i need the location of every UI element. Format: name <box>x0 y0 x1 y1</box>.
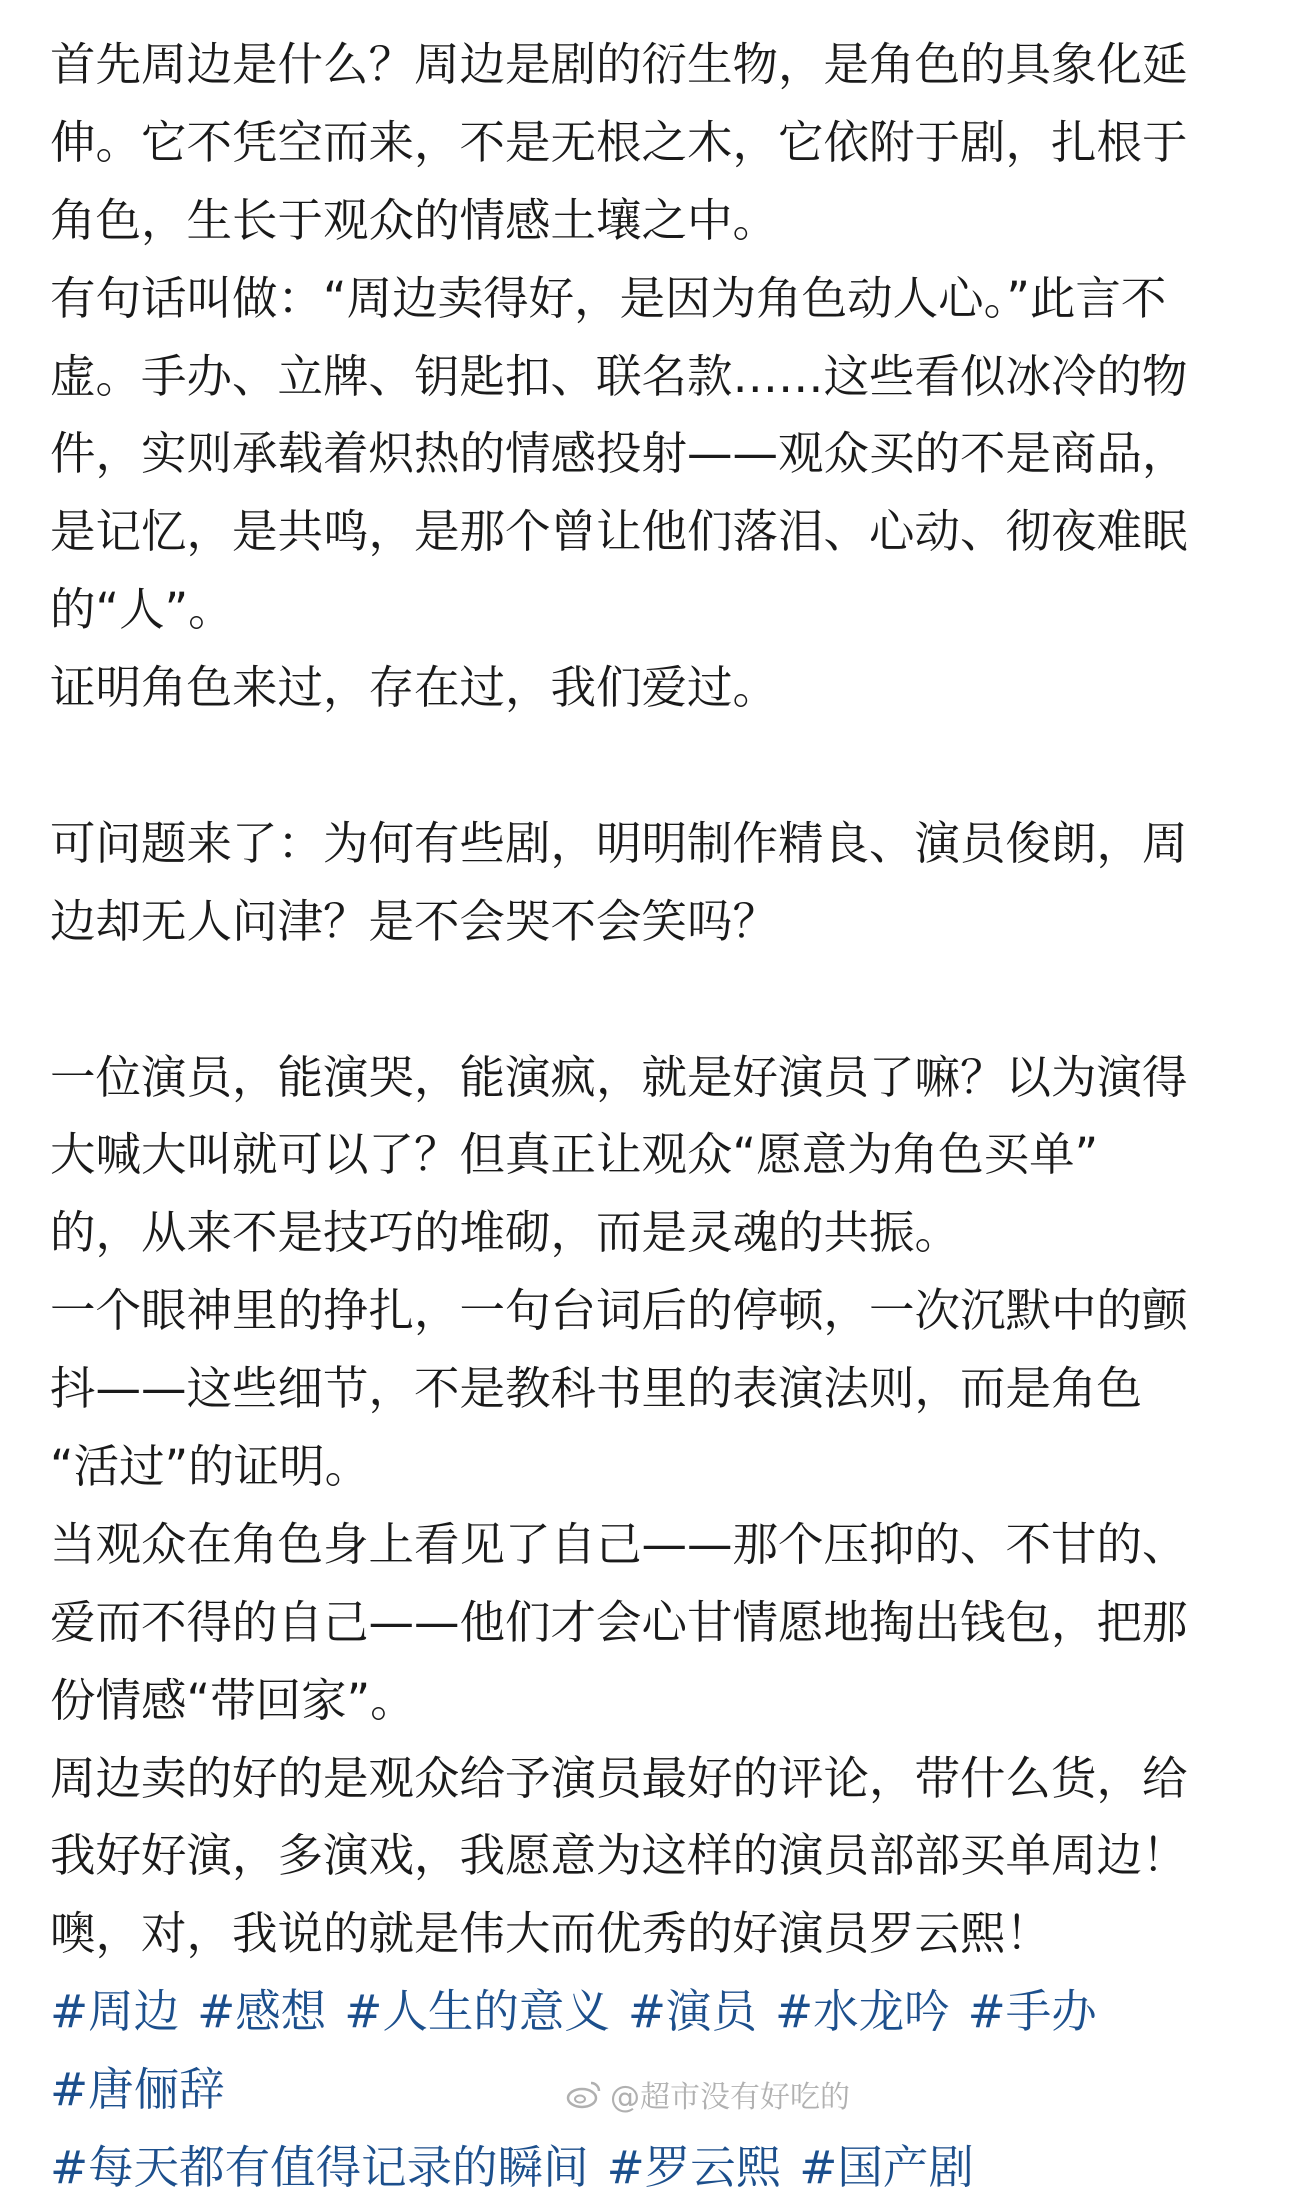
text-line: 的，从来不是技巧的堆砌，而是灵魂的共振。 <box>50 1206 961 1260</box>
blank-line <box>50 961 1250 1039</box>
hashtag-link[interactable]: #演员 <box>627 1985 757 2039</box>
blank-line <box>50 727 1250 805</box>
text-line: 角色，生长于观众的情感土壤之中。 <box>50 193 779 247</box>
text-line: 虚。手办、立牌、钥匙扣、联名款……这些看似冰冷的物 <box>50 349 1188 403</box>
text-line: 一个眼神里的挣扎，一句台词后的停顿，一次沉默中的颤 <box>50 1284 1188 1338</box>
text-line: 首先周边是什么？周边是剧的衍生物，是角色的具象化延 <box>50 38 1188 91</box>
text-line: 件，实则承载着炽热的情感投射——观众买的不是商品， <box>50 427 1188 481</box>
watermark-text: @超市没有好吃的 <box>610 2080 850 2115</box>
text-line: 伸。它不凭空而来，不是无根之木，它依附于剧，扎根于 <box>50 115 1188 169</box>
hashtag-link[interactable]: #罗云熙 <box>606 2141 782 2195</box>
watermark <box>566 2072 850 2116</box>
text-line: 证明角色来过，存在过，我们爱过。 <box>50 661 779 715</box>
post-body <box>50 26 1250 2207</box>
text-line: 大喊大叫就可以了？但真正让观众“愿意为角色买单” <box>50 1128 1099 1182</box>
text-line: 爱而不得的自己——他们才会心甘情愿地掏出钱包，把那 <box>50 1595 1188 1649</box>
text-line: 周边卖的好的是观众给予演员最好的评论，带什么货，给 <box>50 1751 1188 1805</box>
text-line: 我好好演，多演戏，我愿意为这样的演员部部买单周边！ <box>50 1829 1188 1883</box>
text-line: 当观众在角色身上看见了自己——那个压抑的、不甘的、 <box>50 1517 1188 1571</box>
hashtag-link[interactable]: #每天都有值得记录的瞬间 <box>50 2141 589 2195</box>
text-line: 边却无人问津？是不会哭不会笑吗？ <box>50 894 779 948</box>
hashtag-link[interactable]: #水龙吟 <box>775 1985 950 2039</box>
text-line: 份情感“带回家”。 <box>50 1673 416 1727</box>
text-line: 抖——这些细节，不是教科书里的表演法则，而是角色 <box>50 1362 1143 1416</box>
hashtag-link[interactable]: #手办 <box>967 1985 1097 2039</box>
hashtag-link[interactable]: #唐俪辞 <box>50 2063 225 2117</box>
text-line: 有句话叫做：“周边卖得好，是因为角色动人心。”此言不 <box>50 271 1167 325</box>
hashtag-link[interactable]: #周边 <box>50 1985 180 2039</box>
hashtag-row <box>50 2129 1250 2207</box>
hashtag-link[interactable]: #国产剧 <box>799 2141 974 2195</box>
text-line: “活过”的证明。 <box>50 1440 371 1494</box>
text-line: 可问题来了：为何有些剧，明明制作精良、演员俊朗，周 <box>50 816 1188 870</box>
text-line: 的“人”。 <box>50 583 234 637</box>
post-text <box>50 26 1250 1973</box>
weibo-logo-icon <box>566 2079 602 2109</box>
text-line: 一位演员，能演哭，能演疯，就是好演员了嘛？以为演得 <box>50 1050 1188 1104</box>
hashtag-link[interactable]: #感想 <box>197 1985 327 2039</box>
hashtag-link[interactable]: #人生的意义 <box>344 1985 610 2039</box>
text-line: 噢，对，我说的就是伟大而优秀的好演员罗云熙！ <box>50 1907 1052 1961</box>
text-line: 是记忆，是共鸣，是那个曾让他们落泪、心动、彻夜难眠 <box>50 505 1188 559</box>
